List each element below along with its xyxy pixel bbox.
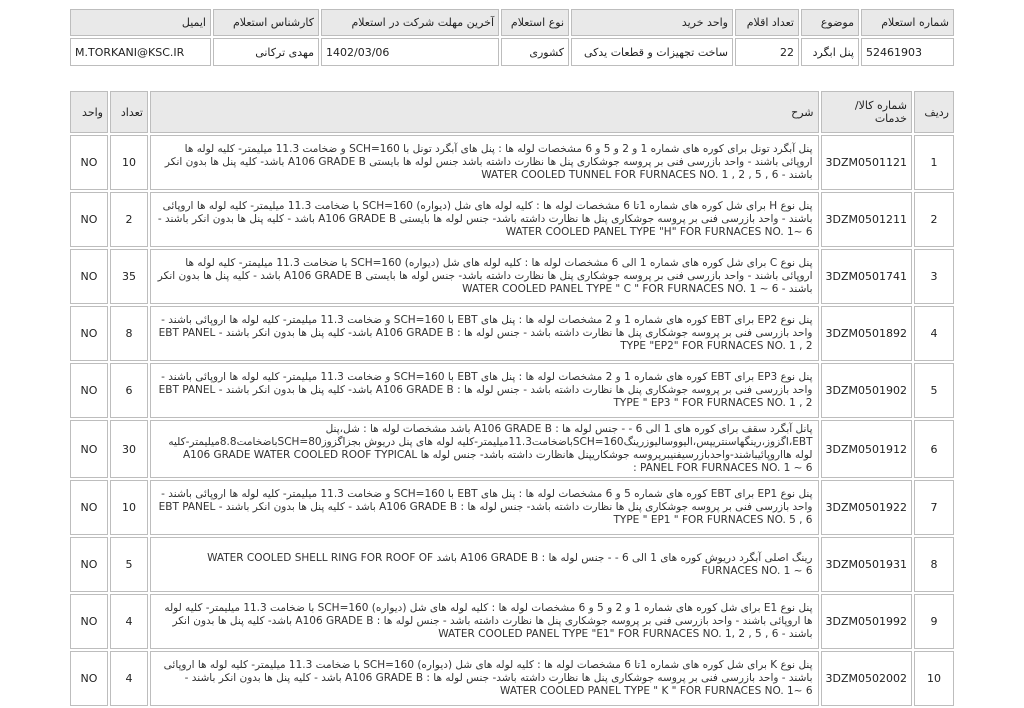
value-email: M.TORKANI@KSC.IR — [70, 38, 211, 66]
col-item-code: شماره کالا/خدمات — [821, 91, 913, 133]
item-unit: NO — [70, 420, 108, 478]
item-code: 3DZM0501121 — [821, 135, 913, 190]
col-row-number: ردیف — [914, 91, 954, 133]
col-quantity: تعداد — [110, 91, 148, 133]
items-header-row — [70, 91, 954, 133]
item-code: 3DZM0501211 — [821, 192, 913, 247]
value-expert: مهدی ترکانی — [213, 38, 319, 66]
row-number: 7 — [914, 480, 954, 535]
item-description: پنل نوع EP2 برای EBT کوره های شماره 1 و 2 مشخصات لوله ها : پنل های EBT با SCH=160 و ضخامت 11.3 میلیمتر- کلیه لوله ها اروپائی باشند - واحد بازرسی فنی بر پروسه جوشکاری پنل ها نظارت داشته باشد - جنس لوله ها : A106 GRADE B باشد- کلیه پنل ها بدون انکر باشند - EBT PANEL TYPE "EP2" FOR FURNACES NO. 1 , 2 — [150, 306, 819, 361]
value-deadline: 1402/03/06 — [321, 38, 499, 66]
table-row — [70, 192, 954, 247]
table-row — [70, 135, 954, 190]
item-quantity: 5 — [110, 537, 148, 592]
header-label-row — [70, 9, 954, 36]
row-number: 6 — [914, 420, 954, 478]
item-code: 3DZM0501922 — [821, 480, 913, 535]
item-unit: NO — [70, 249, 108, 304]
label-expert: کارشناس استعلام — [213, 9, 319, 36]
item-quantity: 10 — [110, 480, 148, 535]
row-number: 4 — [914, 306, 954, 361]
table-row — [70, 420, 954, 478]
item-unit: NO — [70, 192, 108, 247]
item-description: پنل نوع K برای شل کوره های شماره 1تا 6 مشخصات لوله ها : کلیه لوله های شل (دیواره) SCH=160 با ضخامت 11.3 میلیمتر- کلیه لوله ها اروپائی باشند - واحد بازرسی فنی بر پروسه جوشکاری پنل ها نظارت داشته باشد- جنس لوله ها : A106 GRADE B باشد - کلیه پنل ها بدون انکر باشند - WATER COOLED PANEL TYPE " K " FOR FURNACES NO. 1~ 6 — [150, 651, 819, 706]
item-unit: NO — [70, 651, 108, 706]
item-description: رینگ اصلی آبگرد دریوش کوره های 1 الی 6 - - جنس لوله ها : A106 GRADE B باشد WATER COOLED SHELL RING FOR ROOF OF FURNACES NO. 1 ~ 6 — [150, 537, 819, 592]
item-description: پنل نوع EP3 برای EBT کوره های شماره 1 و 2 مشخصات لوله ها : پنل های EBT با SCH=160 و ضخامت 11.3 میلیمتر- کلیه لوله ها اروپائی باشند - واحد بازرسی فنی بر پروسه جوشکاری پنل ها نظارت داشته باشد - جنس لوله ها : A106 GRADE B باشد- کلیه پنل ها بدون انکر باشند - EBT PANEL TYPE " EP3 " FOR FURNACES NO. 1 , 2 — [150, 363, 819, 418]
table-row — [70, 363, 954, 418]
label-purchase-unit: واحد خرید — [571, 9, 733, 36]
item-quantity: 2 — [110, 192, 148, 247]
item-quantity: 4 — [110, 594, 148, 649]
item-unit: NO — [70, 594, 108, 649]
item-code: 3DZM0501892 — [821, 306, 913, 361]
row-number: 8 — [914, 537, 954, 592]
value-subject: پنل ابگرد — [801, 38, 859, 66]
table-row — [70, 480, 954, 535]
row-number: 1 — [914, 135, 954, 190]
row-number: 9 — [914, 594, 954, 649]
item-code: 3DZM0501912 — [821, 420, 913, 478]
item-unit: NO — [70, 135, 108, 190]
item-code: 3DZM0501741 — [821, 249, 913, 304]
value-item-count: 22 — [735, 38, 799, 66]
col-unit: واحد — [70, 91, 108, 133]
inquiry-header-table — [68, 7, 956, 68]
item-quantity: 4 — [110, 651, 148, 706]
items-body — [70, 135, 954, 706]
label-inquiry-number: شماره استعلام — [861, 9, 954, 36]
label-email: ایمیل — [70, 9, 211, 36]
value-purchase-unit: ساخت تجهیزات و قطعات یدکی — [571, 38, 733, 66]
table-row — [70, 537, 954, 592]
table-row — [70, 249, 954, 304]
item-description: پانل آبگرد سقف برای کوره های 1 الی 6 - - جنس لوله ها : A106 GRADE B باشد مشخصات لوله ها : شل،پنل EBT،اگزوز،رینگهاسنتریپس،الیووسالیوزرینگSCH=160باضخامت11.3میلیمتر-کلیه لوله های پنل دریوش بجزاگزوزSCH=80باضخامت8.8میلیمتر-کلیه لوله هااروپائیباشند-واحدبازرسیفنیبرپروسه جوشکاریپنل هانظارت داشته باشد- جنس لوله ها A106 GRADE WATER COOLED ROOF TYPICAL PANEL FOR FURNACES NO. 1 ~ 6 : — [150, 420, 819, 478]
label-item-count: تعداد اقلام — [735, 9, 799, 36]
item-quantity: 30 — [110, 420, 148, 478]
item-description: پنل آبگرد تونل برای کوره های شماره 1 و 2 و 5 و 6 مشخصات لوله ها : پنل های آبگرد تونل با SCH=160 و ضخامت 11.3 میلیمتر- کلیه لوله ها اروپائی باشند - واحد بازرسی فنی بر پروسه جوشکاری پنل ها نظارت داشته باشد جنس لوله ها بایستی A106 GRADE B باشد- کلیه پنل ها بدون انکر باشند - WATER COOLED TUNNEL FOR FURNACES NO. 1 , 2 , 5 , 6 — [150, 135, 819, 190]
row-number: 5 — [914, 363, 954, 418]
label-deadline: آخرین مهلت شرکت در استعلام — [321, 9, 499, 36]
col-description: شرح — [150, 91, 819, 133]
table-row — [70, 306, 954, 361]
item-code: 3DZM0501992 — [821, 594, 913, 649]
table-row — [70, 594, 954, 649]
item-quantity: 35 — [110, 249, 148, 304]
label-inquiry-type: نوع استعلام — [501, 9, 569, 36]
value-inquiry-number: 52461903 — [861, 38, 954, 66]
item-quantity: 10 — [110, 135, 148, 190]
row-number: 2 — [914, 192, 954, 247]
item-quantity: 6 — [110, 363, 148, 418]
label-subject: موضوع — [801, 9, 859, 36]
items-table — [68, 89, 956, 708]
item-code: 3DZM0501931 — [821, 537, 913, 592]
item-code: 3DZM0501902 — [821, 363, 913, 418]
item-quantity: 8 — [110, 306, 148, 361]
item-description: پنل نوع H برای شل کوره های شماره 1تا 6 مشخصات لوله ها : کلیه لوله های شل (دیواره) SCH=160 با ضخامت 11.3 میلیمتر- کلیه لوله ها اروپائی باشند - واحد بازرسی فنی بر پروسه جوشکاری پنل ها نظارت داشته باشد- جنس لوله ها بایستی A106 GRADE B باشد - کلیه پنل ها بدون انکر باشند - WATER COOLED PANEL TYPE "H" FOR FURNACES NO. 1~ 6 — [150, 192, 819, 247]
item-description: پنل نوع EP1 برای EBT کوره های شماره 5 و 6 مشخصات لوله ها : پنل های EBT با SCH=160 و ضخامت 11.3 میلیمتر- کلیه لوله ها اروپائی باشند - واحد بازرسی فنی بر پروسه جوشکاری پنل ها نظارت داشته باشد- جنس لوله ها : A106 GRADE B باشد - کلیه پنل ها بدون انکر باشند - EBT PANEL TYPE " EP1 " FOR FURNACES NO. 5 , 6 — [150, 480, 819, 535]
item-unit: NO — [70, 480, 108, 535]
item-description: پنل نوع E1 برای شل کوره های شماره 1 و 2 و 5 و 6 مشخصات لوله ها : کلیه لوله های شل (دیواره) SCH=160 با ضخامت 11.3 میلیمتر- کلیه لوله ها اروپائی باشند - واحد بازرسی فنی بر پروسه جوشکاری پنل ها نظارت داشته باشد - جنس لوله ها : A106 GRADE B باشد- کلیه پنل ها بدون انکر باشند - WATER COOLED PANEL TYPE "E1" FOR FURNACES NO. 1, 2 , 5 , 6 — [150, 594, 819, 649]
item-unit: NO — [70, 363, 108, 418]
item-unit: NO — [70, 537, 108, 592]
row-number: 3 — [914, 249, 954, 304]
header-value-row — [70, 38, 954, 66]
table-row — [70, 651, 954, 706]
item-description: پنل نوع C برای شل کوره های شماره 1 الی 6 مشخصات لوله ها : کلیه لوله های شل (دیواره) SCH=160 با ضخامت 11.3 میلیمتر- کلیه لوله ها اروپائی باشند - واحد بازرسی فنی بر پروسه جوشکاری پنل ها نظارت داشته باشد- جنس لوله ها بایستی A106 GRADE B باشد - کلیه پنل ها بدون انکر باشند - WATER COOLED PANEL TYPE " C " FOR FURNACES NO. 1 ~ 6 — [150, 249, 819, 304]
value-inquiry-type: کشوری — [501, 38, 569, 66]
item-unit: NO — [70, 306, 108, 361]
item-code: 3DZM0502002 — [821, 651, 913, 706]
row-number: 10 — [914, 651, 954, 706]
